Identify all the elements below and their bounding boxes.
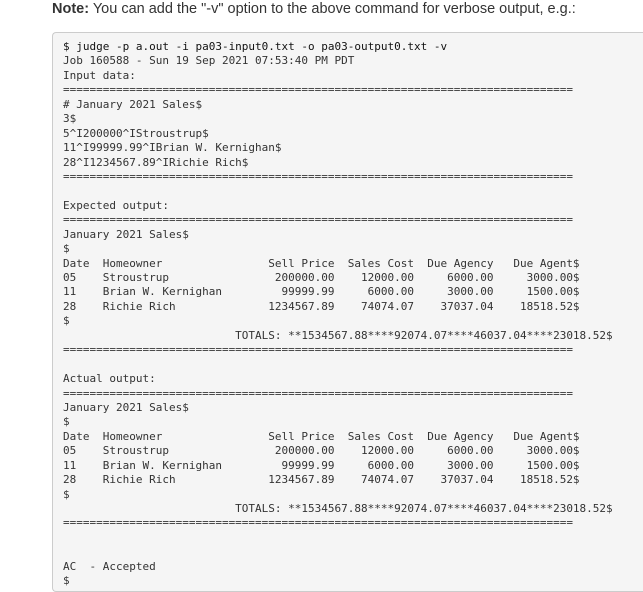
expected-line: $ (63, 314, 70, 328)
blank-line (63, 358, 613, 372)
actual-totals: TOTALS: **1534567.88****92074.07****46037.04****23018.52$ (63, 502, 613, 515)
separator-line: ============================================================================= (63, 516, 573, 530)
expected-line: $ (63, 242, 70, 256)
blank-line (63, 184, 613, 198)
command-line: $ judge -p a.out -i pa03-input0.txt -o pa03-output0.txt -v (63, 40, 448, 53)
verbose-note (52, 0, 642, 18)
actual-header-row: Date Homeowner Sell Price Sales Cost Due Agency Due Agent$ (63, 429, 580, 443)
actual-row: 11 Brian W. Kernighan 99999.99 6000.00 3000.00 1500.00$ (63, 458, 580, 472)
expected-row: 05 Stroustrup 200000.00 12000.00 6000.00 3000.00$ (63, 271, 580, 284)
job-line: Job 160588 - Sun 19 Sep 2021 07:53:40 PM PDT (63, 54, 355, 68)
verdict-line: AC - Accepted (63, 559, 156, 573)
actual-row: 28 Richie Rich 1234567.89 74074.07 37037.04 18518.52$ (63, 473, 580, 487)
separator-line: ============================================================================= (63, 169, 573, 183)
terminal-output (63, 40, 613, 589)
blank-line (63, 545, 613, 559)
verdict-end-line: $ (63, 574, 70, 588)
expected-totals: TOTALS: **1534567.88****92074.07****46037.04****23018.52$ (63, 328, 613, 342)
actual-line: January 2021 Sales$ (63, 400, 189, 414)
input-line: 5^I200000^IStroustrup$ (63, 126, 209, 140)
note-text: You can add the "-v" option to the above command for verbose output, e.g.: (89, 1, 576, 17)
separator-line: ============================================================================= (63, 386, 573, 400)
separator-line: ============================================================================= (63, 83, 573, 97)
expected-line: January 2021 Sales$ (63, 227, 189, 241)
actual-output-heading: Actual output: (63, 372, 156, 386)
blank-line (63, 531, 613, 545)
input-line: # January 2021 Sales$ (63, 97, 203, 111)
actual-line: $ (63, 415, 70, 429)
input-line: 28^I1234567.89^IRichie Rich$ (63, 155, 249, 169)
input-data-heading: Input data: (63, 68, 136, 82)
note-label: Note: (52, 1, 90, 17)
separator-line: ============================================================================= (63, 343, 573, 357)
expected-header-row: Date Homeowner Sell Price Sales Cost Due Agency Due Agent$ (63, 256, 580, 270)
expected-row: 28 Richie Rich 1234567.89 74074.07 37037.04 18518.52$ (63, 299, 580, 313)
separator-line: ============================================================================= (63, 213, 573, 227)
input-line: 11^I99999.99^IBrian W. Kernighan$ (63, 141, 282, 155)
actual-line: $ (63, 487, 70, 501)
expected-output-heading: Expected output: (63, 198, 169, 212)
expected-row: 11 Brian W. Kernighan 99999.99 6000.00 3000.00 1500.00$ (63, 285, 580, 299)
actual-row: 05 Stroustrup 200000.00 12000.00 6000.00 3000.00$ (63, 444, 580, 458)
input-line: 3$ (63, 112, 77, 126)
